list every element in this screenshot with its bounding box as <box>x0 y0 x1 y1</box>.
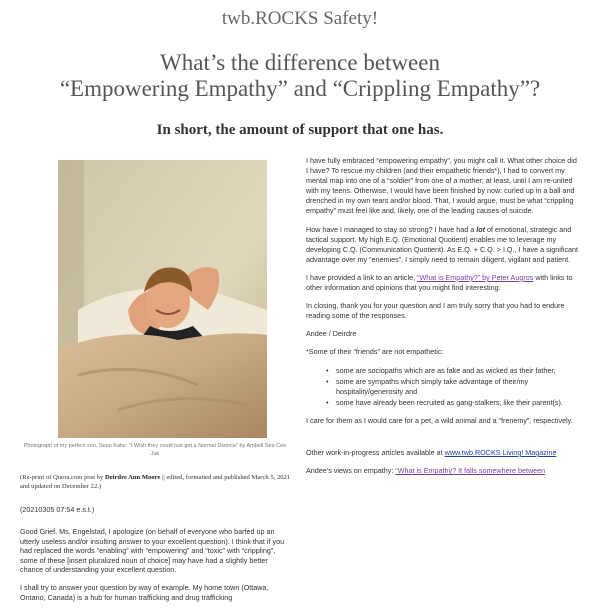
list-item: • some have already been recruited as gang-stalkers; like their parent(s). <box>336 398 580 408</box>
right-paragraph: Andee’s views on empathy: “What is Empathy? It falls somewhere between <box>306 466 546 476</box>
views-on-empathy-link[interactable]: “What is Empathy? It falls somewhere between <box>395 466 546 476</box>
left-column <box>20 527 292 610</box>
right-paragraph: I have provided a link to an article, “What is Empathy?” by Peter Augros with links to other information and opinions that you might find interesting. <box>306 272 573 293</box>
signature: Andee / Deirdre <box>306 329 357 339</box>
repost-prefix: (Re-print of Quora.com post by <box>20 474 105 481</box>
right-paragraph: Other work-in-progress articles available at www.twb.ROCKS Living! Magazine <box>306 447 557 457</box>
right-column <box>306 156 580 484</box>
right-paragraph: *Some of their “friends” are not empathetic: <box>306 347 444 357</box>
list-item: • some are sympaths which simply take advantage of their/my hospitality/generosity and <box>336 377 580 397</box>
boy-photo <box>58 160 267 438</box>
article-headline <box>0 50 600 102</box>
repost-suffix: || edited, formatted and published March 5, 2021 and updated on December 22.) <box>20 474 291 490</box>
left-paragraph: I shall try to answer your question by way of example. My home town (Ottawa, Ontario, Canada) is a hub for human trafficking and drug trafficking <box>20 582 269 602</box>
repost-author: Deirdre Ann Moore <box>104 474 161 481</box>
repost-notice <box>20 473 292 491</box>
photo-caption: Photograph of my perfect son, Sean Katie: "I Wish they could just get a Normal Divorce" by Ambell Sea Cee Jak <box>23 443 287 457</box>
headline-line-1: What’s the difference between <box>160 50 440 75</box>
right-paragraph: In closing, thank you for your question and I am truly sorry that you had to endure reading some of the responses. <box>306 301 565 321</box>
right-paragraph: I care for them as I would care for a pet, a wild animal and a “frenemy”, respectively. <box>306 415 573 425</box>
friends-list <box>306 366 580 408</box>
article-subhead: In short, the amount of support that one has. <box>156 122 444 138</box>
right-paragraph: I have fully embraced “empowering empathy”, you might call it. What other choice did I have? To rescue my children (and their empathetic friends*), I had to convert my mental map into one of a “soldier” from one of a mother; at least, until I am re-united with my teens. Otherwise, I would have been finished by now: curled up in a ball and drenched in my own tears and/or blood. That, I would argue, must be what “crippling empathy” must feel like and, likely, one of the leading causes of suicide. <box>306 156 577 216</box>
datestamp: (20210305 07:54 e.s.t.) <box>20 505 95 514</box>
magazine-link[interactable]: www.twb.ROCKS Living! Magazine <box>444 447 557 457</box>
headline-line-2: “Empowering Empathy” and “Crippling Empathy”? <box>59 76 541 101</box>
site-title: twb.ROCKS Safety! <box>221 8 379 29</box>
list-item: • some are sociopaths which are as fake and as wicked as their father, <box>336 366 580 376</box>
right-paragraph: How have I managed to stay so strong? I have had a lot of emotional, strategic and tactical support. My high E.Q. (Emotional Quotient) enables me to leverage my developing C.Q. (Communication Quotient). As E.Q. + C.Q. > I.Q., I have a significant advantage over my “enemies”. I simply need to remain diligent, vigilant and patient. <box>306 224 579 264</box>
empathy-article-link[interactable]: “What is Empathy?” by Peter Augros <box>417 272 534 282</box>
emphasis-lot: lot <box>476 224 485 234</box>
left-paragraph: Good Grief. Ms. Engelstad, I apologize (on behalf of everyone who barfed up an utterly useless and/or insulting answer to your excellent question). I think that if you had replaced the words “enabling” with “empowering” and “toxic” with “crippling”, some of these [insert pluralized noun of choice] may have had a slightly better chance of understanding your excellent question. <box>20 527 285 575</box>
